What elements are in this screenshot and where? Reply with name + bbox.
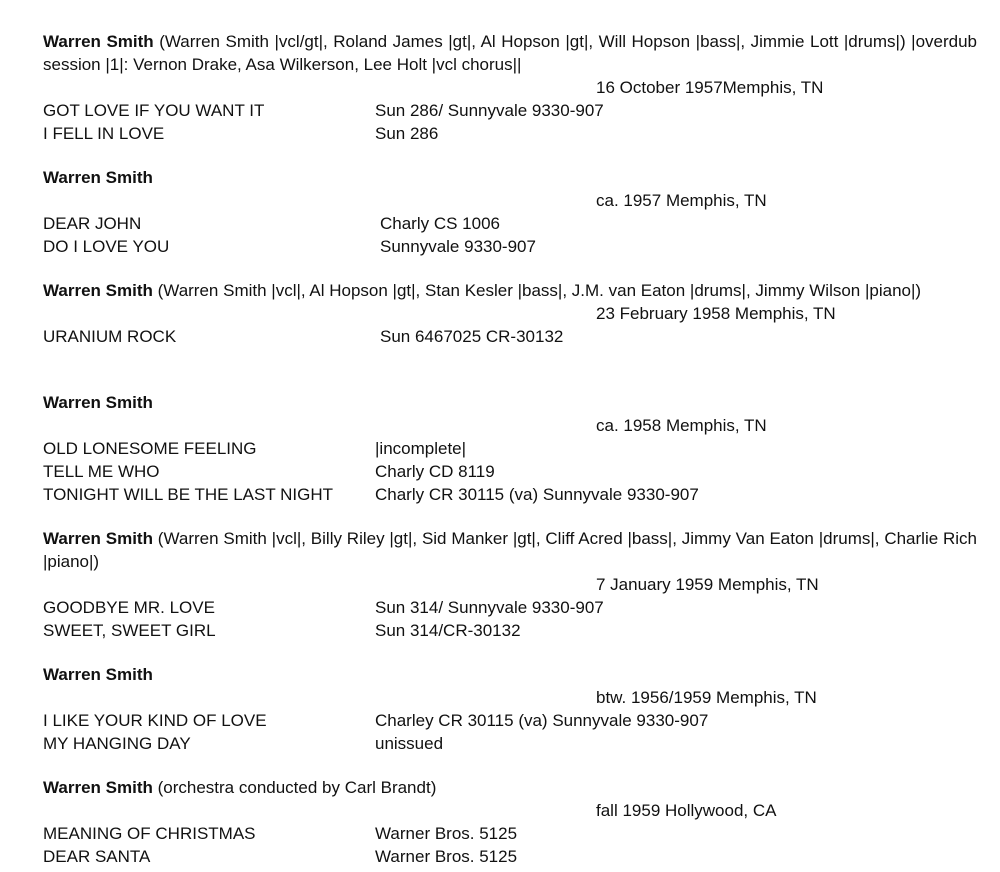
personnel-list: (Warren Smith |vcl|, Billy Riley |gt|, Sid Manker |gt|, Cliff Acred |bass|, Jimmy Van Eaton |drums|, Charlie Rich |piano|) xyxy=(43,529,977,571)
track-title: TONIGHT WILL BE THE LAST NIGHT xyxy=(43,485,334,504)
session-block xyxy=(43,30,977,145)
personnel-list: (Warren Smith |vcl|, Al Hopson |gt|, Stan Kesler |bass|, J.M. van Eaton |drums|, Jimmy Wilson |piano|) xyxy=(152,281,922,300)
track-title: I LIKE YOUR KIND OF LOVE xyxy=(43,711,267,730)
artist-name: Warren Smith xyxy=(43,393,153,412)
session-block xyxy=(43,279,977,348)
session-header xyxy=(43,166,977,189)
track-row xyxy=(43,732,977,755)
session-date-place: ca. 1958 Memphis, TN xyxy=(596,416,767,435)
artist-name: Warren Smith xyxy=(43,665,153,684)
session-block xyxy=(43,166,977,258)
personnel-list: (Warren Smith |vcl/gt|, Roland James |gt|, Al Hopson |gt|, Will Hopson |bass|, Jimmie Lott |drums|) |overdub session |1|: Vernon Drake, Asa Wilkerson, Lee Holt |vcl chorus|| xyxy=(43,32,977,74)
session-header xyxy=(43,527,977,573)
track-title: GOT LOVE IF YOU WANT IT xyxy=(43,101,265,120)
track-row xyxy=(43,709,977,732)
track-row xyxy=(43,596,977,619)
track-title: GOODBYE MR. LOVE xyxy=(43,598,215,617)
session-date-place: btw. 1956/1959 Memphis, TN xyxy=(596,688,817,707)
track-release: Sun 286 xyxy=(375,124,439,143)
track-release: |incomplete| xyxy=(375,439,467,458)
track-release: Charly CS 1006 xyxy=(380,214,501,233)
track-title: MEANING OF CHRISTMAS xyxy=(43,824,256,843)
session-date-place: ca. 1957 Memphis, TN xyxy=(596,191,767,210)
session-block xyxy=(43,663,977,755)
session-block xyxy=(43,527,977,642)
track-release: Charly CR 30115 (va) Sunnyvale 9330-907 xyxy=(375,485,699,504)
track-release: Sun 6467025 CR-30132 xyxy=(380,327,564,346)
artist-name: Warren Smith xyxy=(43,529,153,548)
track-title: TELL ME WHO xyxy=(43,462,160,481)
track-release: Sunnyvale 9330-907 xyxy=(380,237,536,256)
track-release: unissued xyxy=(375,734,444,753)
personnel-list: (orchestra conducted by Carl Brandt) xyxy=(152,778,437,797)
session-header xyxy=(43,30,977,76)
track-release: Sun 314/ Sunnyvale 9330-907 xyxy=(375,598,604,617)
session-date-place: fall 1959 Hollywood, CA xyxy=(596,801,777,820)
artist-name: Warren Smith xyxy=(43,778,153,797)
track-title: MY HANGING DAY xyxy=(43,734,191,753)
track-row xyxy=(43,845,977,868)
session-header xyxy=(43,776,977,799)
session-date-place: 23 February 1958 Memphis, TN xyxy=(596,304,836,323)
artist-name: Warren Smith xyxy=(43,281,153,300)
track-row xyxy=(43,122,977,145)
track-release: Sun 286/ Sunnyvale 9330-907 xyxy=(375,101,604,120)
session-date-place: 7 January 1959 Memphis, TN xyxy=(596,575,819,594)
track-release: Warner Bros. 5125 xyxy=(375,847,518,866)
track-title: DEAR SANTA xyxy=(43,847,151,866)
track-title: DO I LOVE YOU xyxy=(43,237,170,256)
track-title: I FELL IN LOVE xyxy=(43,124,165,143)
track-title: URANIUM ROCK xyxy=(43,327,177,346)
track-title: DEAR JOHN xyxy=(43,214,142,233)
track-release: Charly CD 8119 xyxy=(375,462,495,481)
track-release: Warner Bros. 5125 xyxy=(375,824,518,843)
session-block xyxy=(43,391,977,506)
track-row xyxy=(43,822,977,845)
track-row xyxy=(43,212,977,235)
track-title: OLD LONESOME FEELING xyxy=(43,439,257,458)
session-header xyxy=(43,663,977,686)
track-row xyxy=(43,99,977,122)
track-release: Sun 314/CR-30132 xyxy=(375,621,521,640)
track-title: SWEET, SWEET GIRL xyxy=(43,621,216,640)
track-row xyxy=(43,325,977,348)
artist-name: Warren Smith xyxy=(43,32,154,51)
session-header xyxy=(43,391,977,414)
track-row xyxy=(43,483,977,506)
session-header xyxy=(43,279,977,302)
track-row xyxy=(43,235,977,258)
artist-name: Warren Smith xyxy=(43,168,153,187)
track-row xyxy=(43,619,977,642)
session-date-place: 16 October 1957Memphis, TN xyxy=(596,78,824,97)
track-row xyxy=(43,437,977,460)
session-block xyxy=(43,776,977,868)
track-release: Charley CR 30115 (va) Sunnyvale 9330-907 xyxy=(375,711,709,730)
track-row xyxy=(43,460,977,483)
